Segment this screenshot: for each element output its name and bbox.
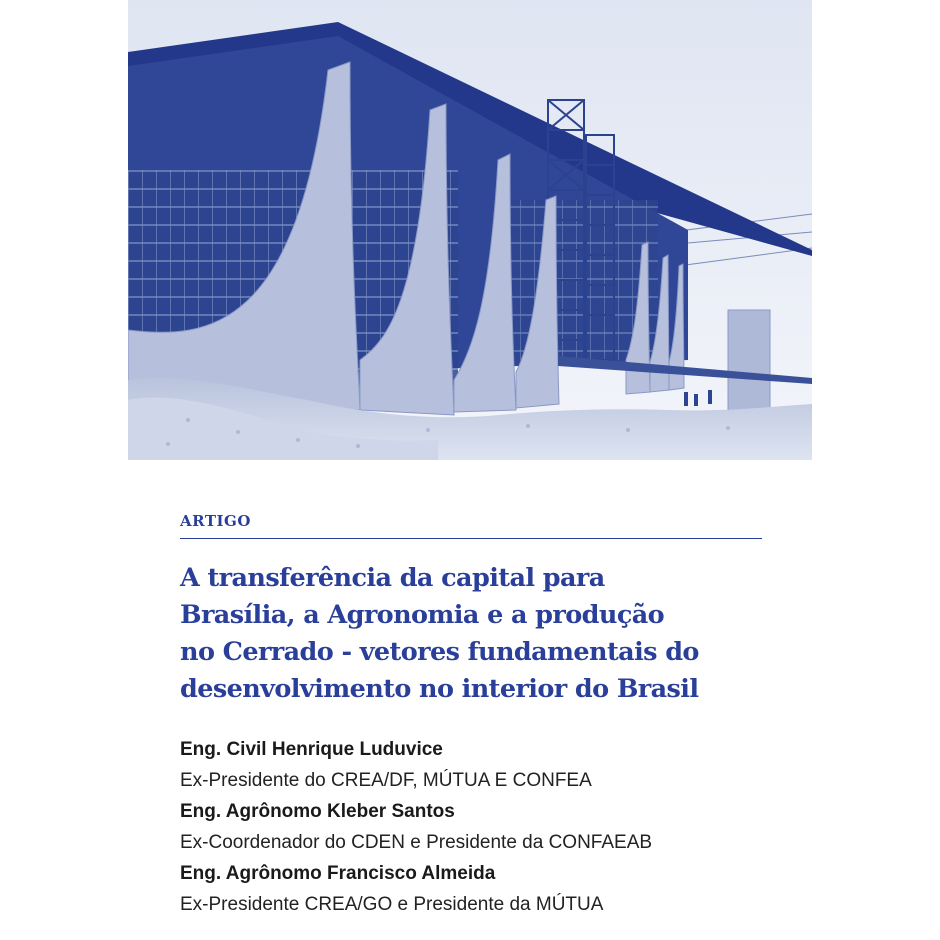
author-role: Ex-Presidente do CREA/DF, MÚTUA E CONFEA: [180, 770, 592, 791]
title-line: Brasília, a Agronomia e a produção: [180, 600, 665, 630]
building-under-construction-photo: [128, 0, 812, 460]
author-name: Eng. Agrônomo Kleber Santos: [180, 801, 455, 822]
title-line: A transferência da capital para: [180, 563, 605, 593]
photo-illustration: [128, 0, 812, 460]
article-title: [180, 560, 780, 708]
author-name: Eng. Civil Henrique Luduvice: [180, 739, 443, 760]
title-line: desenvolvimento no interior do Brasil: [180, 674, 699, 704]
section-label: ARTIGO: [180, 512, 251, 530]
section-divider: [180, 538, 762, 539]
author-name: Eng. Agrônomo Francisco Almeida: [180, 863, 496, 884]
title-line: no Cerrado - vetores fundamentais do: [180, 637, 699, 667]
author-role: Ex-Coordenador do CDEN e Presidente da CONFAEAB: [180, 832, 653, 853]
author-role: Ex-Presidente CREA/GO e Presidente da MÚTUA: [180, 894, 604, 915]
author-list: [180, 734, 800, 920]
